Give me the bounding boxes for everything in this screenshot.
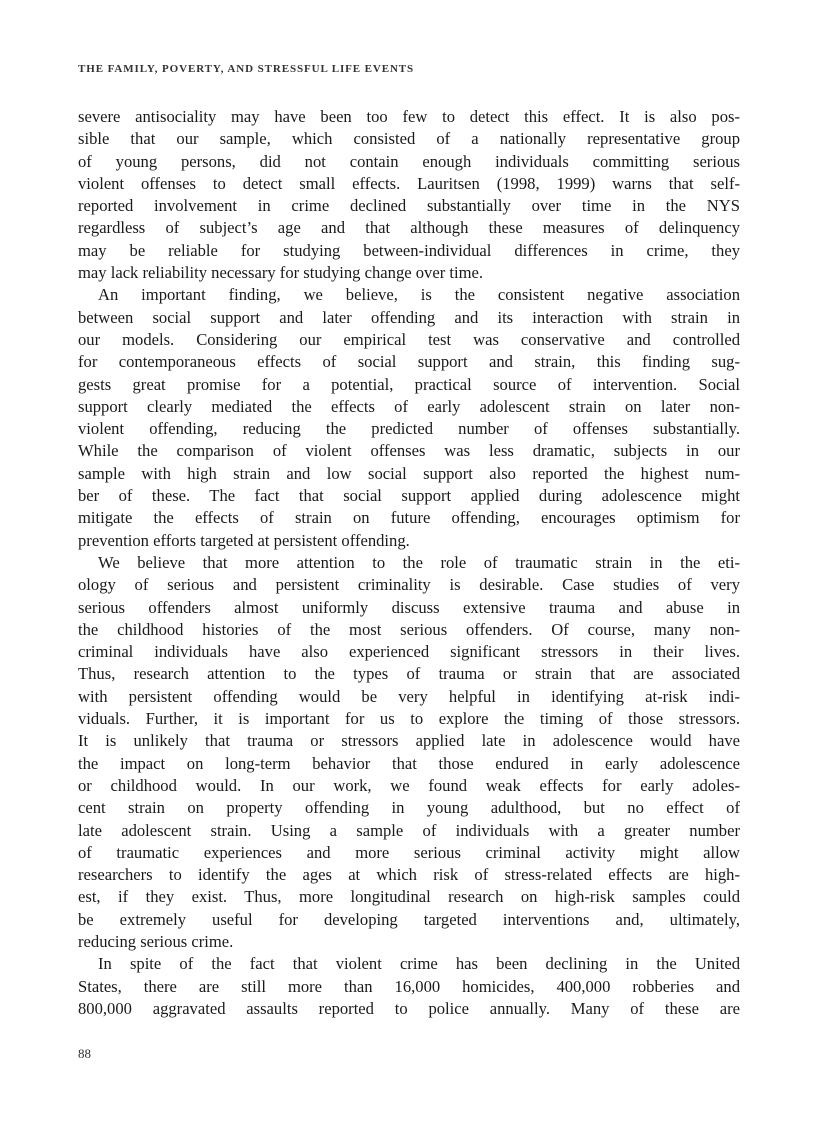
paragraph (78, 953, 740, 1020)
text-line: violent offending, reducing the predicted number of offenses substantially. (78, 419, 740, 439)
text-line: or childhood would. In our work, we found weak effects for early adoles- (78, 775, 740, 795)
text-line: severe antisociality may have been too few to detect this effect. It is also pos- (78, 107, 740, 126)
text-line: ology of serious and persistent criminality is desirable. Case studies of very (78, 575, 740, 595)
text-line: late adolescent strain. Using a sample of individuals with a greater number (78, 820, 740, 840)
text-line: the impact on long-term behavior that those endured in early adolescence (78, 753, 740, 773)
text-line: States, there are still more than 16,000 homicides, 400,000 robberies and (78, 976, 740, 996)
text-line: of young persons, did not contain enough individuals committing serious (78, 151, 740, 171)
text-line: regardless of subject’s age and that although these measures of delinquency (78, 218, 740, 238)
running-head: THE FAMILY, POVERTY, AND STRESSFUL LIFE EVENTS (78, 63, 415, 75)
text-line: cent strain on property offending in young adulthood, but no effect of (78, 798, 740, 818)
text-line: criminal individuals have also experienced significant stressors in their lives. (78, 642, 740, 662)
text-line: our models. Considering our empirical test was conservative and controlled (78, 329, 740, 349)
text-line: may be reliable for studying between-individual differences in crime, they (78, 240, 740, 260)
text-line: reducing serious crime. (78, 931, 234, 951)
text-line: viduals. Further, it is important for us to explore the timing of those stressors. (78, 709, 740, 729)
text-line: with persistent offending would be very helpful in identifying at-risk indi- (78, 686, 740, 706)
paragraph (78, 552, 740, 953)
text-line: est, if they exist. Thus, more longitudinal research on high-risk samples could (78, 887, 740, 907)
text-line: 800,000 aggravated assaults reported to police annually. Many of these are (78, 998, 740, 1018)
page-number: 88 (78, 1046, 91, 1061)
paragraph (78, 284, 740, 552)
text-line: may lack reliability necessary for studying change over time. (78, 263, 484, 283)
text-line: sample with high strain and low social support also reported the highest num- (78, 463, 740, 483)
text-line: While the comparison of violent offenses was less dramatic, subjects in our (78, 441, 740, 461)
text-line: In spite of the fact that violent crime has been declining in the United (98, 954, 740, 974)
text-line: of traumatic experiences and more serious criminal activity might allow (78, 842, 740, 862)
text-line: An important finding, we believe, is the consistent negative association (98, 285, 740, 305)
text-line: between social support and later offending and its interaction with strain in (78, 307, 740, 327)
text-line: It is unlikely that trauma or stressors applied late in adolescence would have (78, 731, 740, 751)
text-line: We believe that more attention to the role of traumatic strain in the eti- (98, 552, 740, 572)
text-line: researchers to identify the ages at which risk of stress-related effects are high- (78, 865, 740, 885)
text-line: mitigate the effects of strain on future offending, encourages optimism for (78, 508, 740, 528)
text-line: reported involvement in crime declined substantially over time in the NYS (78, 196, 740, 216)
text-line: serious offenders almost uniformly discuss extensive trauma and abuse in (78, 597, 740, 617)
text-line: prevention efforts targeted at persistent offending. (78, 530, 410, 550)
text-line: ber of these. The fact that social support applied during adolescence might (78, 486, 740, 506)
text-line: sible that our sample, which consisted of a nationally representative group (78, 129, 740, 149)
text-line: support clearly mediated the effects of early adolescent strain on later non- (78, 396, 740, 416)
text-line: Thus, research attention to the types of trauma or strain that are associated (78, 664, 740, 684)
text-line: gests great promise for a potential, practical source of intervention. Social (78, 374, 740, 394)
text-line: violent offenses to detect small effects. Lauritsen (1998, 1999) warns that self- (78, 173, 740, 193)
text-line: the childhood histories of the most serious offenders. Of course, many non- (78, 619, 740, 639)
paragraph (78, 106, 740, 284)
body-text (78, 106, 740, 1020)
text-line: be extremely useful for developing targeted interventions and, ultimately, (78, 909, 740, 929)
text-line: for contemporaneous effects of social support and strain, this finding sug- (78, 352, 740, 372)
